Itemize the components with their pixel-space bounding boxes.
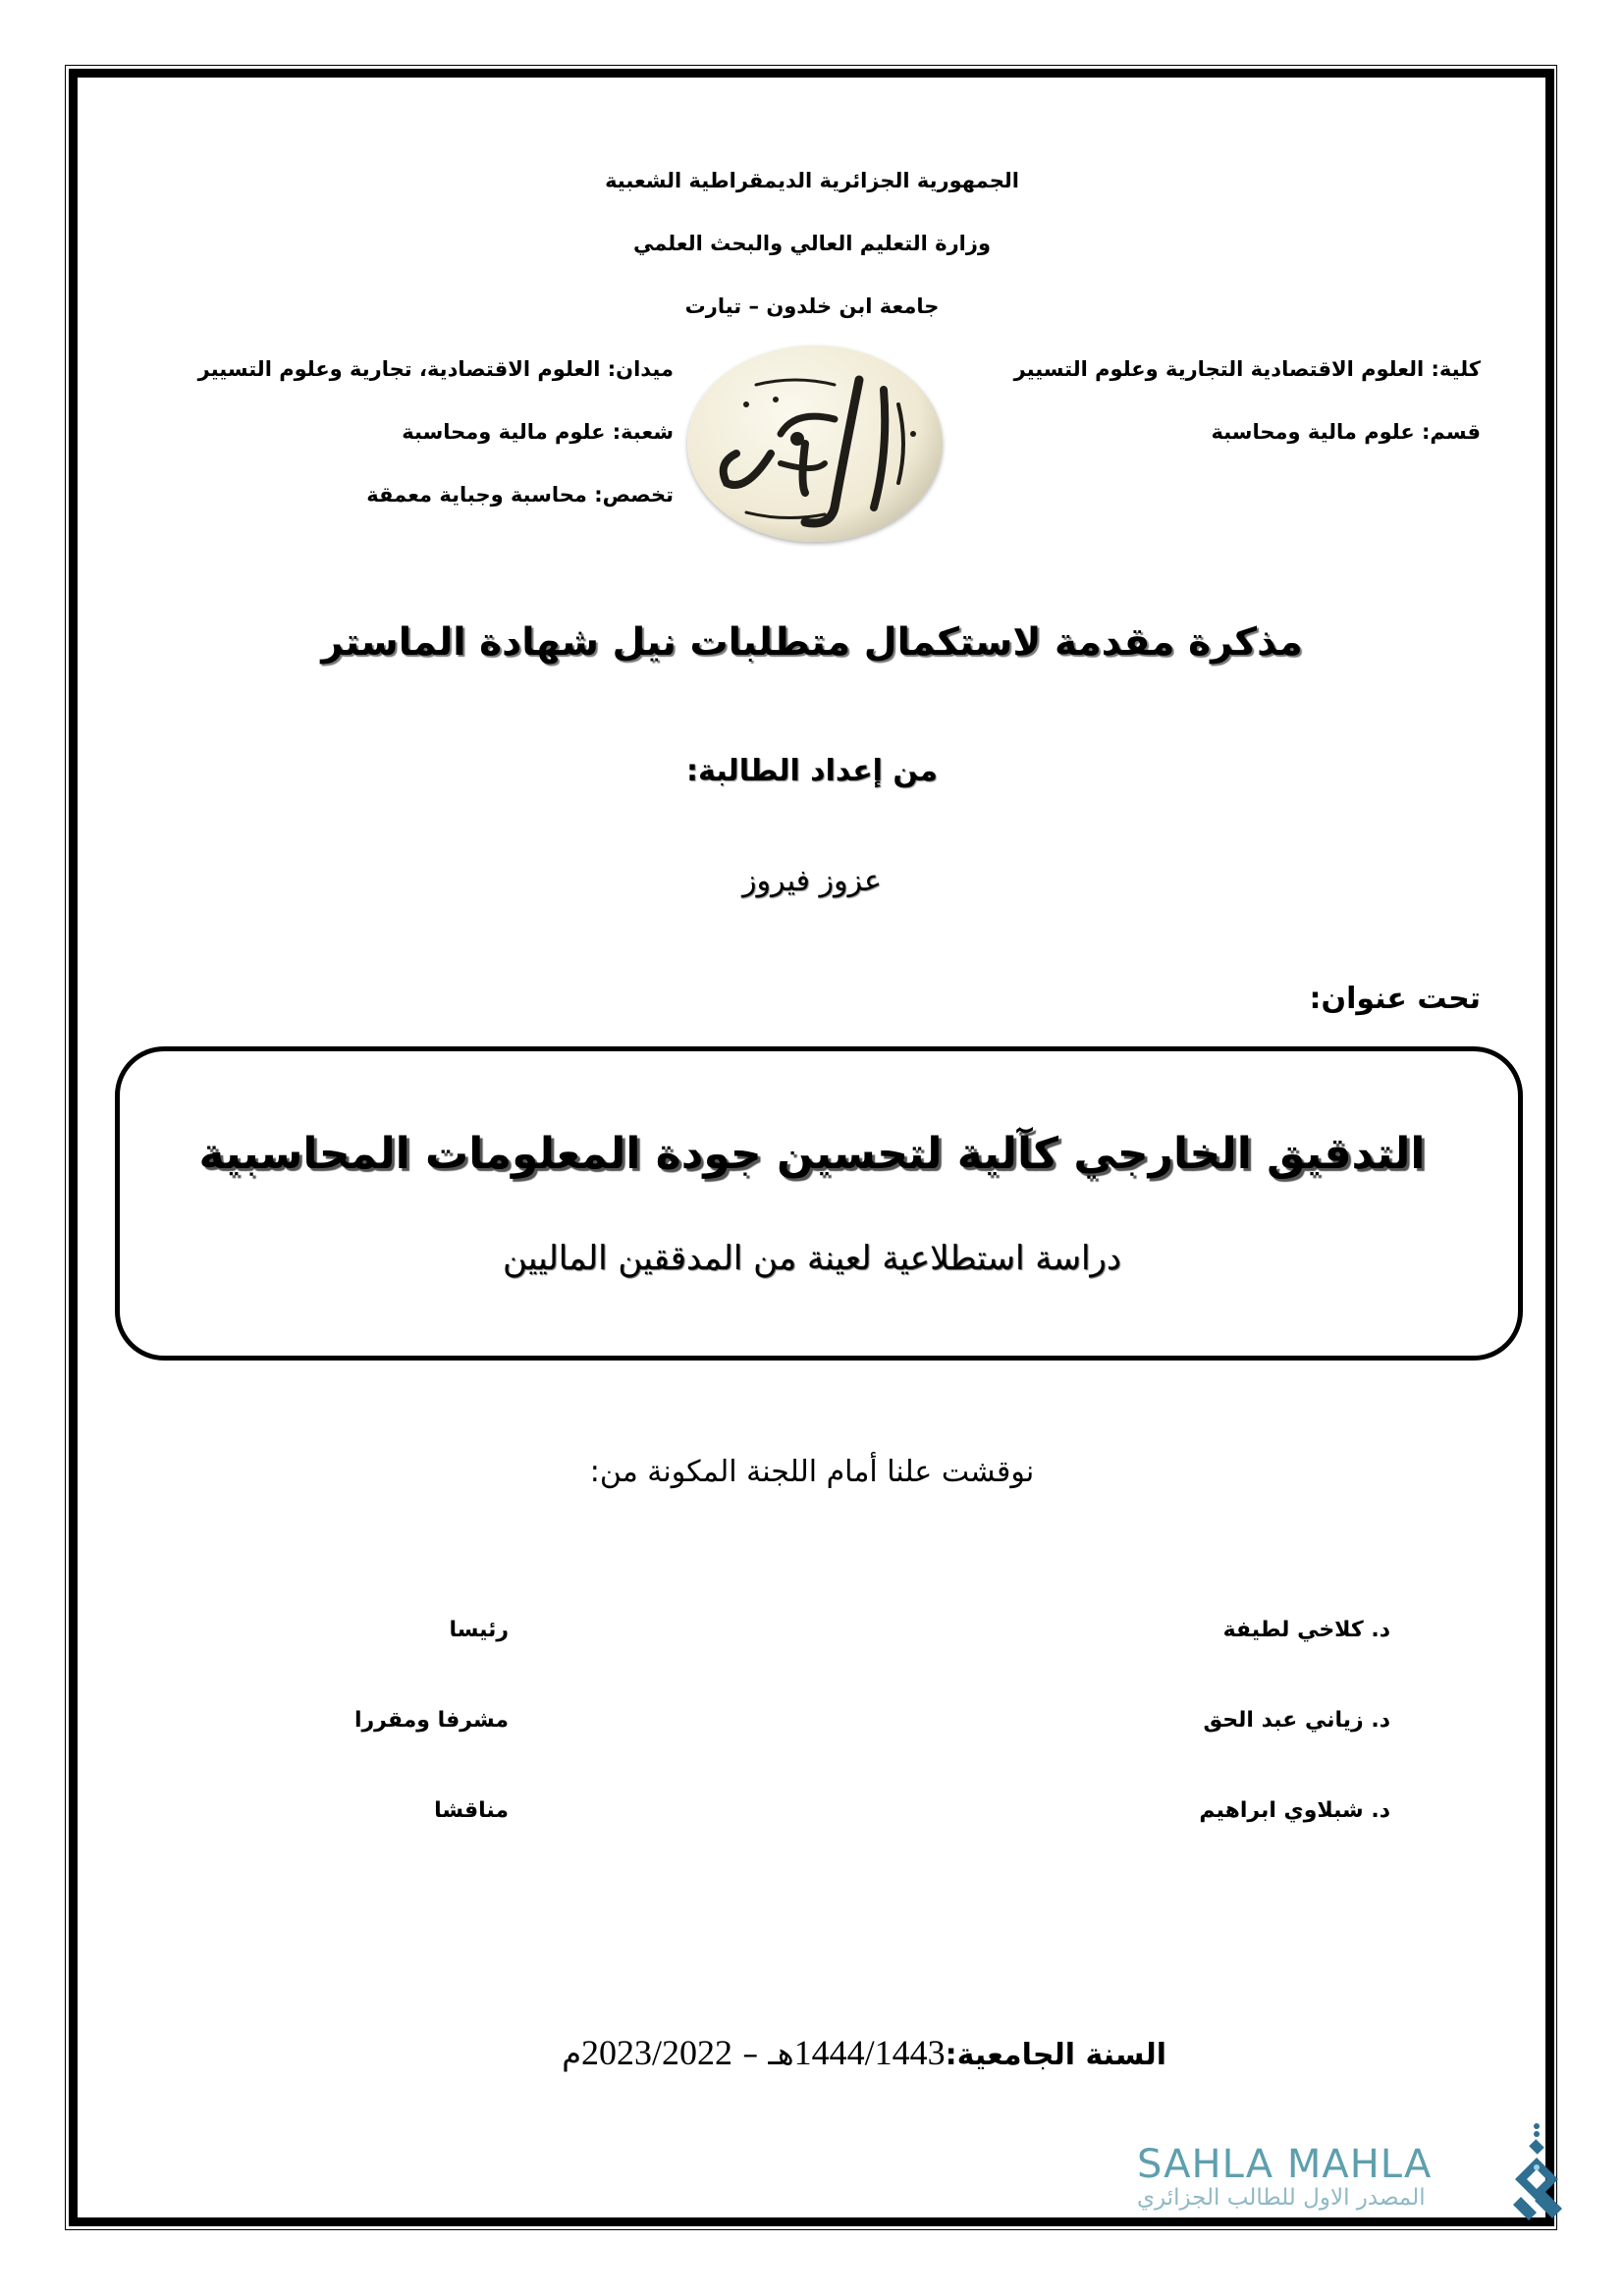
university-seal-icon — [687, 346, 943, 542]
student-name: عزوز فيروز — [742, 864, 882, 898]
republic-name: الجمهورية الجزائرية الديمقراطية الشعبية — [605, 169, 1019, 192]
academic-year — [562, 2032, 1166, 2073]
memo-title: مذكرة مقدمة لاستكمال متطلبات نيل شهادة الماستر — [321, 620, 1303, 665]
hijri-suffix: هـ — [768, 2035, 794, 2072]
committee-member-name: د. شبلاوي ابراهيم — [1199, 1798, 1390, 1823]
academic-year-label: السنة الجامعية: — [945, 2038, 1166, 2072]
specialty-label: تخصص: محاسبة وجباية معمقة — [366, 483, 674, 507]
under-title-label: تحت عنوان: — [1309, 982, 1481, 1016]
university-name: جامعة ابن خلدون – تيارت — [684, 294, 940, 318]
field-label: ميدان: العلوم الاقتصادية، تجارية وعلوم التسيير — [197, 357, 674, 381]
gregorian-suffix: م — [562, 2035, 582, 2072]
thesis-subtitle: دراسة استطلاعية لعينة من المدققين الماليين — [503, 1239, 1121, 1278]
watermark — [1137, 2142, 1520, 2212]
thesis-title-box — [115, 1046, 1523, 1361]
thesis-title: التدقيق الخارجي كآلية لتحسين جودة المعلومات المحاسبية — [198, 1129, 1426, 1179]
committee-member-role: رئيسا — [449, 1618, 509, 1642]
committee-intro: نوقشت علنا أمام اللجنة المكونة من: — [589, 1455, 1035, 1489]
committee-member-role: مشرفا ومقررا — [353, 1708, 509, 1733]
watermark-tagline: المصدر الاول للطالب الجزائري — [1137, 2185, 1426, 2211]
ministry-name: وزارة التعليم العالي والبحث العلمي — [632, 232, 992, 255]
sahla-mahla-logo-icon — [1507, 2120, 1566, 2228]
hijri-year: 1444/1443 — [793, 2033, 946, 2072]
committee-member-name: د. كلاخي لطيفة — [1222, 1618, 1390, 1642]
prepared-by-label: من إعداد الطالبة: — [686, 754, 938, 788]
committee-member-name: د. زياني عبد الحق — [1203, 1708, 1390, 1733]
branch-label: شعبة: علوم مالية ومحاسبة — [402, 420, 674, 444]
year-separator: – — [732, 2035, 769, 2072]
department-label: قسم: علوم مالية ومحاسبة — [1211, 420, 1481, 444]
watermark-brand: SAHLA MAHLA — [1137, 2142, 1433, 2187]
committee-member-role: مناقشا — [434, 1798, 509, 1823]
faculty-label: كلية: العلوم الاقتصادية التجارية وعلوم التسيير — [1013, 357, 1481, 381]
gregorian-year: 2023/2022 — [581, 2033, 733, 2072]
